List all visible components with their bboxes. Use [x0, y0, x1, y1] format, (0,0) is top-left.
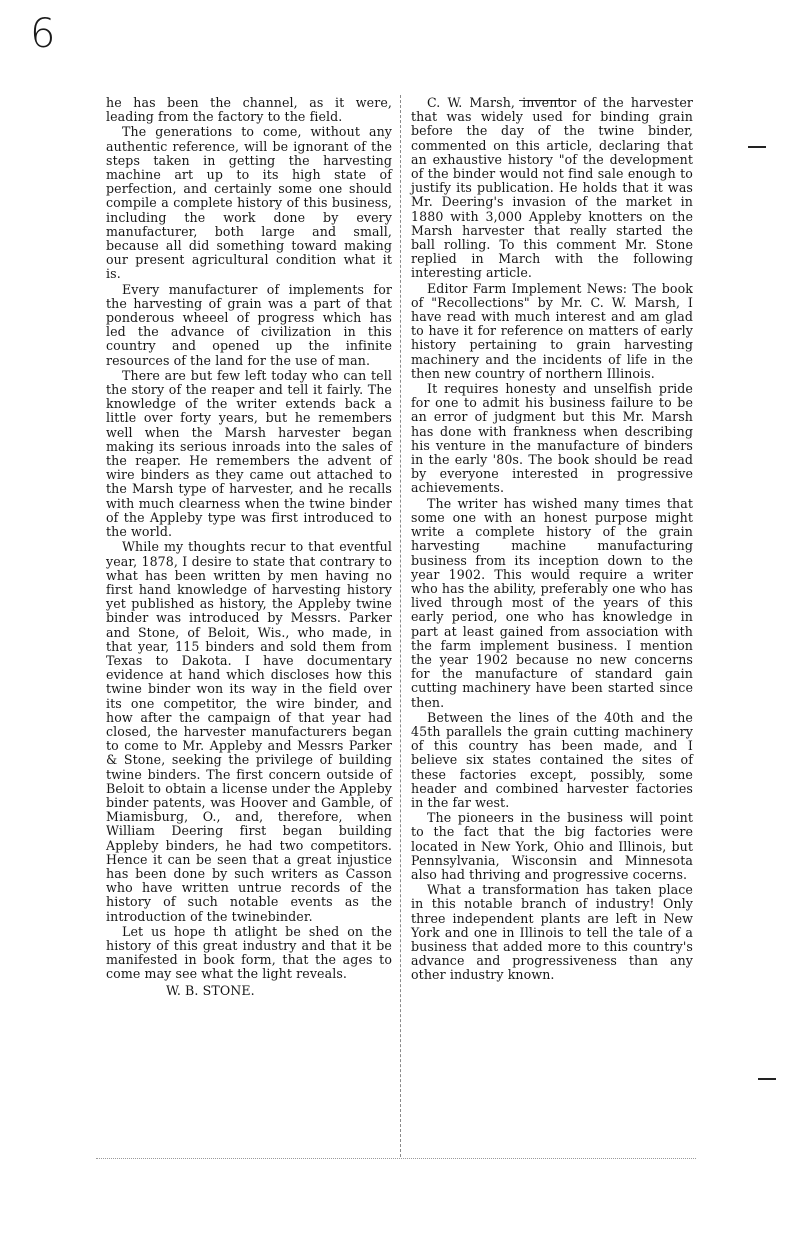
paragraph: Let us hope th atlight be shed on the history of this great industry and that it be manifested in book form, that the ages to come may see what the light reveals.	[106, 923, 392, 982]
paragraph: There are but few left today who can tell the story of the reaper and tell it fairly. The knowledge of the writer extends back a little over forty years, but he remembers well when the Marsh harvester began making its serious inroads into the sales of the reaper. He remembers the advent of wire binders as they came out attached to the Marsh type of harvester, and he recalls with much clearness when the twine binder of the Appleby type was first introduced to the world.	[106, 367, 392, 540]
page-number: 6	[30, 11, 56, 57]
paragraph: C. W. Marsh, inventor of the harvester that was widely used for binding grain before the day of the twine binder, commented on this article, declaring that an exhaustive history "of the development of the binder would not find sale enough to justify its publication. He holds that it was Mr. Deering's invasion of the market in 1880 with 3,000 Appleby knotters on the Marsh harvester that really started the ball rolling. To this comment Mr. Stone replied in March with the following interesting article.	[411, 95, 693, 281]
paragraph: Between the lines of the 40th and the 45th parallels the grain cutting machinery of this country has been made, and I believe six states contained the sites of these factories except, possibly, some header and combined harvester factories in the far west.	[411, 709, 693, 810]
paragraph: he has been the channel, as it were, leading from the factory to the field.	[106, 95, 392, 125]
paragraph: Every manufacturer of implements for the harvesting of grain was a part of that ponderous wheeel of progress which has led the advance of civilization in this country and opened up the infinite resources of the land for the use of man.	[106, 281, 392, 368]
paragraph: The pioneers in the business will point to the fact that the big factories were located in New York, Ohio and Illinois, but Pennsylvania, Wisconsin and Minnesota also had thriving and progressive cocerns.	[411, 810, 693, 882]
paragraph: What a transformation has taken place in this notable branch of industry! Only three independent plants are left in New York and one in Illinois to tell the tale of a business that added more to this country's advance and progressiveness than any other industry known.	[411, 882, 693, 983]
author-signature: W. B. STONE.	[166, 982, 255, 998]
paragraph: Editor Farm Implement News: The book of "Recollections" by Mr. C. W. Marsh, I have read with much interest and am glad to have it for reference on matters of early history pertaining to grain harvesting machinery and the incidents of life in the then new country of northern Illinois.	[411, 280, 693, 381]
right-column	[411, 96, 693, 983]
margin-dash-mark	[748, 146, 766, 148]
paragraph: The generations to come, without any authentic reference, will be ignorant of the steps taken in getting the harvesting machine art up to its high state of perfection, and certainly some one should compile a complete history of this business, including the work done by every manufacturer, both large and small, because all did something toward making our present agricultural condition what it is.	[106, 124, 392, 282]
paragraph: The writer has wished many times that some one with an honest purpose might write a complete history of the grain harvesting machine manufacturing business from its inception down to the year 1902. This would require a writer who has the ability, preferably one who has lived through most of the years of this early period, one who has knowledge in part at least gained from association with the farm implement business. I mention the year 1902 because no new concerns for the manufacture of standard gain cutting machinery have been started since then.	[411, 495, 693, 710]
column-divider	[400, 95, 401, 1157]
margin-dash-mark	[758, 1078, 776, 1080]
left-column	[106, 96, 392, 998]
clipping-bottom-edge	[96, 1158, 696, 1159]
paragraph: It requires honesty and unselfish pride for one to admit his business failure to be an error of judgment but this Mr. Marsh has done with frankness when describing his venture in the manufacture of binders in the early '80s. The book should be read by everyone interested in progressive achievements.	[411, 381, 693, 496]
paragraph: While my thoughts recur to that eventful year, 1878, I desire to state that contrary to what has been written by men having no first hand knowledge of harvesting history yet published as history, the Appleby twine binder was introduced by Messrs. Parker and Stone, of Beloit, Wis., who made, in that year, 115 binders and sold them from Texas to Dakota. I have documentary evidence at hand which discloses how this twine binder won its way in the field over its one competitor, the wire binder, and how after the campaign of that year had closed, the harvester manufacturers began to come to Mr. Appleby and Messrs Parker & Stone, seeking the privilege of building twine binders. The first concern outside of Beloit to obtain a license under the Appleby binder patents, was Hoover and Gamble, of Miamisburg, O., and, therefore, when William Deering first began building Appleby binders, he had two competitors. Hence it can be seen that a great injustice has been done by such writers as Casson who have written untrue records of the history of such notable events as the introduction of the twinebinder.	[106, 539, 392, 924]
